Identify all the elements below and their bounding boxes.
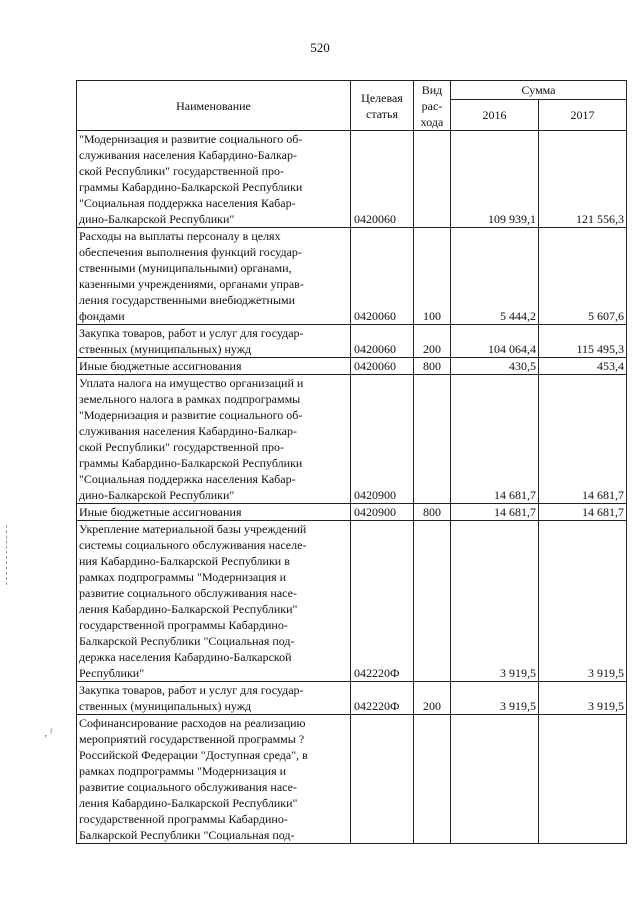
- row-value-2017: 5 607,6: [539, 228, 627, 325]
- row-value-2017: 453,4: [539, 358, 627, 375]
- row-target-code: 042220Ф: [351, 521, 414, 682]
- scan-edge-mark: [6, 525, 9, 585]
- row-expense-type: 200: [414, 325, 451, 358]
- header-sum: Сумма: [451, 81, 627, 100]
- row-name: Расходы на выплаты персоналу в целях обеспечения выполнения функций государ- ственными (муниципальными) органами, казенными учреждениями, органами управ- ления государственными внебюджетными фондами: [77, 228, 351, 325]
- row-value-2016: 430,5: [451, 358, 539, 375]
- row-name: Укрепление материальной базы учреждений системы социального обслуживания населе- ния Кабардино-Балкарской Республики в рамках подпрограммы "Модернизация и развитие социального обслуживания насе- ления Кабардино-Балкарской Республики" государственной программы Кабардино- Балкарской Республики "Социальная под- держка населения Кабардино-Балкарской Республики": [77, 521, 351, 682]
- table-row: [77, 358, 627, 375]
- row-target-code: 0420060: [351, 358, 414, 375]
- table-row: [77, 375, 627, 504]
- header-name: Наименование: [77, 81, 351, 131]
- row-target-code: 0420060: [351, 325, 414, 358]
- row-name: Уплата налога на имущество организаций и земельного налога в рамках подпрограммы "Модернизация и развитие социального об- служивания населения Кабардино-Балкар- ской Республики" государственной про- граммы Кабардино-Балкарской Республики "Социальная поддержка населения Кабар- дино-Балкарской Республики": [77, 375, 351, 504]
- row-expense-type: [414, 521, 451, 682]
- table-row: [77, 504, 627, 521]
- header-year-2017: 2017: [539, 100, 627, 131]
- row-value-2016: 3 919,5: [451, 682, 539, 715]
- row-target-code: [351, 715, 414, 844]
- row-value-2017: 121 556,3: [539, 131, 627, 228]
- row-value-2017: 115 495,3: [539, 325, 627, 358]
- row-value-2016: 109 939,1: [451, 131, 539, 228]
- row-expense-type: 800: [414, 504, 451, 521]
- row-name: Закупка товаров, работ и услуг для государ- ственных (муниципальных) нужд: [77, 325, 351, 358]
- row-name: Закупка товаров, работ и услуг для государ- ственных (муниципальных) нужд: [77, 682, 351, 715]
- row-value-2016: 5 444,2: [451, 228, 539, 325]
- header-year-2016: 2016: [451, 100, 539, 131]
- row-value-2017: 14 681,7: [539, 504, 627, 521]
- table-row: [77, 715, 627, 844]
- row-value-2016: 14 681,7: [451, 504, 539, 521]
- row-target-code: 0420900: [351, 375, 414, 504]
- header-target: Целевая статья: [351, 81, 414, 131]
- budget-table: [76, 80, 627, 844]
- row-value-2017: 14 681,7: [539, 375, 627, 504]
- row-target-code: 0420900: [351, 504, 414, 521]
- row-value-2016: 14 681,7: [451, 375, 539, 504]
- row-name: Иные бюджетные ассигнования: [77, 358, 351, 375]
- row-value-2017: 3 919,5: [539, 521, 627, 682]
- row-name: "Модернизация и развитие социального об- служивания населения Кабардино-Балкар- ской Республики" государственной про- граммы Кабардино-Балкарской Республики "Социальная поддержка населения Кабар- дино-Балкарской Республики": [77, 131, 351, 228]
- row-expense-type: [414, 375, 451, 504]
- row-target-code: 0420060: [351, 131, 414, 228]
- row-expense-type: [414, 131, 451, 228]
- row-value-2017: [539, 715, 627, 844]
- scan-mark: ‚ ˀ: [44, 728, 53, 739]
- row-name: Софинансирование расходов на реализацию мероприятий государственной программы ? Российской Федерации "Доступная среда", в рамках подпрограммы "Модернизация и развитие социального обслуживания насе- ления Кабардино-Балкарской Республики" государственной программы Кабардино- Балкарской Республики "Социальная под-: [77, 715, 351, 844]
- header-expense-type: Вид рас- хода: [414, 81, 451, 131]
- row-target-code: 0420060: [351, 228, 414, 325]
- table-row: [77, 682, 627, 715]
- row-expense-type: 800: [414, 358, 451, 375]
- row-expense-type: [414, 715, 451, 844]
- table-row: [77, 228, 627, 325]
- row-expense-type: 200: [414, 682, 451, 715]
- row-value-2016: 3 919,5: [451, 521, 539, 682]
- row-expense-type: 100: [414, 228, 451, 325]
- table-row: [77, 325, 627, 358]
- row-name: Иные бюджетные ассигнования: [77, 504, 351, 521]
- page-number: 520: [310, 40, 330, 55]
- table-row: [77, 131, 627, 228]
- row-target-code: 042220Ф: [351, 682, 414, 715]
- table-row: [77, 521, 627, 682]
- row-value-2016: 104 064,4: [451, 325, 539, 358]
- row-value-2016: [451, 715, 539, 844]
- row-value-2017: 3 919,5: [539, 682, 627, 715]
